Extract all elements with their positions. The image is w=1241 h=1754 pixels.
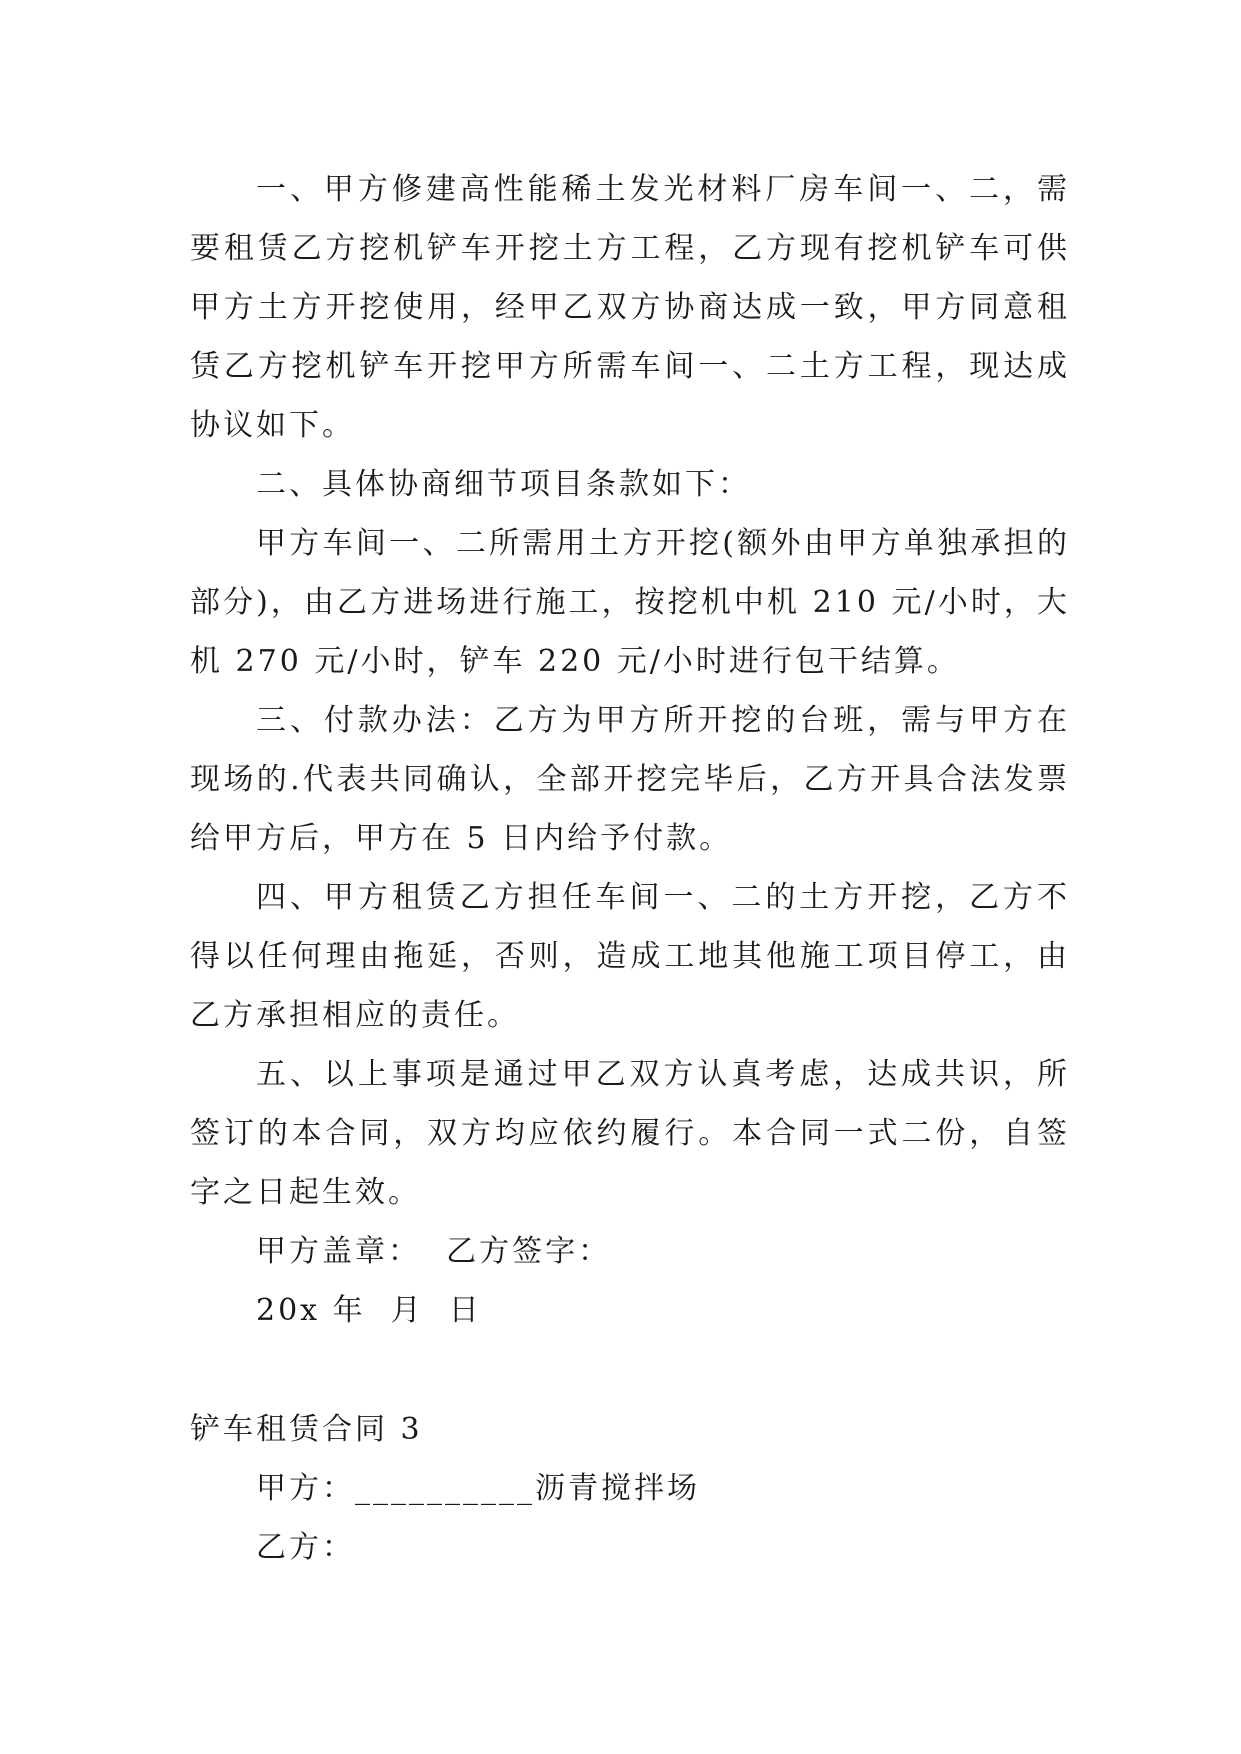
section-gap bbox=[190, 1340, 1070, 1400]
clause-4: 四、甲方租赁乙方担任车间一、二的土方开挖，乙方不得以任何理由拖延，否则，造成工地其他施工项目停工，由乙方承担相应的责任。 bbox=[190, 880, 1070, 1033]
clause-3: 三、付款办法：乙方为甲方所开挖的台班，需与甲方在现场的.代表共同确认，全部开挖完毕后，乙方开具合法发票给甲方后，甲方在 5 日内给予付款。 bbox=[190, 703, 1070, 856]
clause-5: 五、以上事项是通过甲乙双方认真考虑，达成共识，所签订的本合同，双方均应依约履行。本合同一式二份，自签字之日起生效。 bbox=[190, 1057, 1070, 1210]
clause-2: 二、具体协商细节项目条款如下： bbox=[256, 467, 751, 502]
document-page bbox=[190, 160, 1070, 1577]
clause-1: 一、甲方修建高性能稀土发光材料厂房车间一、二，需要租赁乙方挖机铲车开挖土方工程，乙方现有挖机铲车可供甲方土方开挖使用，经甲乙双方协商达成一致，甲方同意租赁乙方挖机铲车开挖甲方所需车间一、二土方工程，现达成协议如下。 bbox=[190, 172, 1070, 443]
party-a-line: 甲方：__________沥青搅拌场 bbox=[256, 1471, 700, 1506]
signature-line: 甲方盖章： 乙方签字： bbox=[256, 1234, 612, 1269]
party-b-line: 乙方： bbox=[256, 1530, 355, 1565]
date-line: 20x 年 月 日 bbox=[256, 1293, 482, 1328]
section-title: 铲车租赁合同 3 bbox=[190, 1412, 423, 1447]
clause-2-detail: 甲方车间一、二所需用土方开挖(额外由甲方单独承担的部分)，由乙方进场进行施工，按挖机中机 210 元/小时，大机 270 元/小时，铲车 220 元/小时进行包干结算。 bbox=[190, 526, 1070, 679]
